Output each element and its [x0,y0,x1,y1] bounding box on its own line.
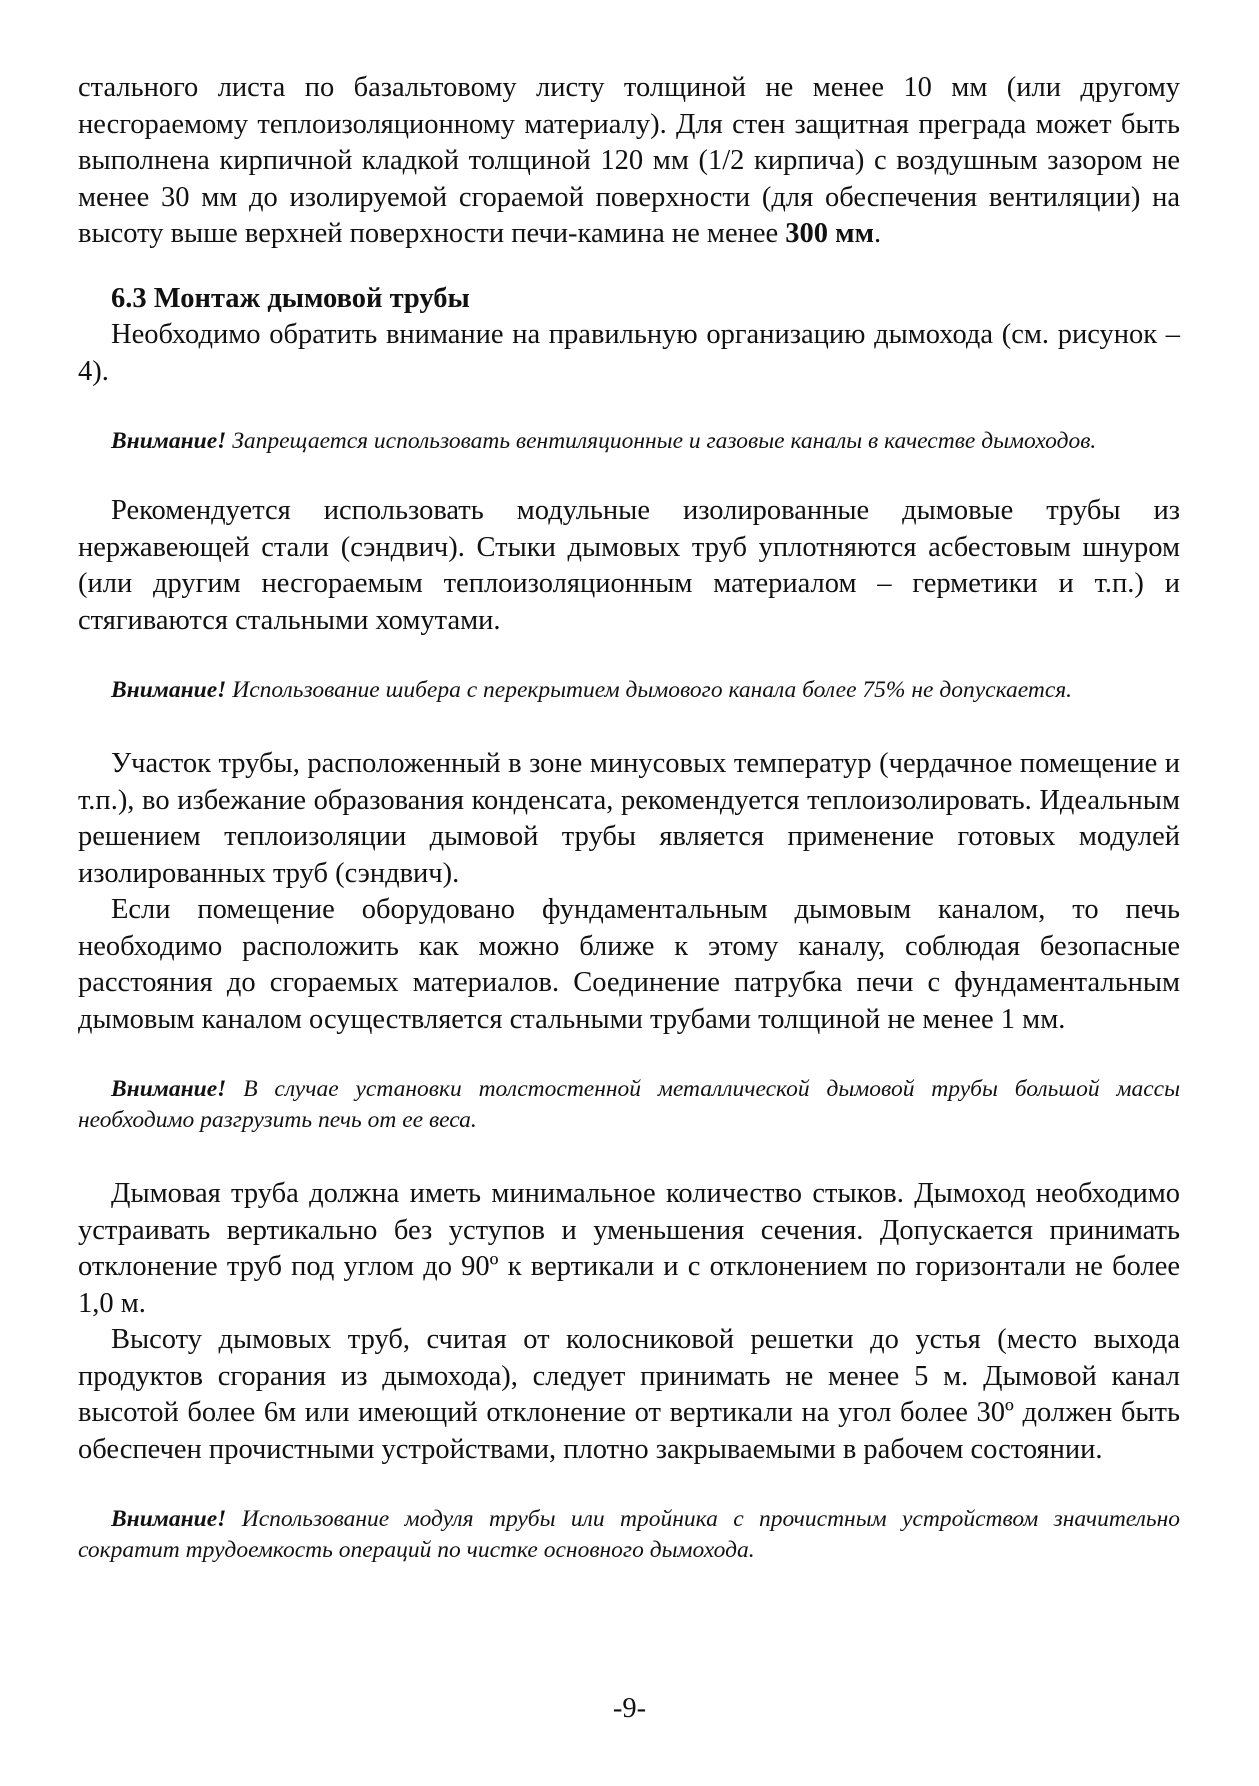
paragraph-5: Дымовая труба должна иметь минимальное количество стыков. Дымоход необходимо устраивать вертикально без уступов и уменьшения сечения. Допускается принимать отклонение труб под углом до 90º к вертикали и с отклонением по горизонтали не более 1,0 м. [78,1178,1180,1319]
warning-label: Внимание! [111,677,227,703]
section-heading: 6.3 Монтаж дымовой трубы [111,282,470,314]
warning-1: Внимание! Запрещается использовать вентиляционные и газовые каналы в качестве дымоходов. [111,428,1097,454]
page-number: -9- [612,1693,647,1724]
warning-3: Внимание! В случае установки толстостенной металлической дымовой трубы большой массы необходимо разгрузить печь от ее веса. [78,1076,1180,1133]
paragraph-intro: стального листа по базальтовому листу толщиной не менее 10 мм (или другому несгораемому теплоизоляционному материалу). Для стен защитная преграда может быть выполнена кирпичной кладкой толщиной 120 мм (1/2 кирпича) с воздушным зазором не менее 30 мм до изолируемой сгораемой поверхности (для обеспечения вентиляции) на высоту выше верхней поверхности печи-камина не менее 300 мм. [78,72,1180,249]
paragraph-6: Высоту дымовых труб, считая от колосниковой решетки до устья (место выхода продуктов сгорания из дымохода), следует принимать не менее 5 м. Дымовой канал высотой более 6м или имеющий отклонение от вертикали на угол более 30º должен быть обеспечен прочистными устройствами, плотно закрываемыми в рабочем состоянии. [78,1324,1180,1465]
warning-label: Внимание! [111,1076,227,1102]
warning-label: Внимание! [111,428,227,454]
paragraph-4: Если помещение оборудовано фундаментальным дымовым каналом, то печь необходимо расположить как можно ближе к этому каналу, соблюдая безопасные расстояния до сгораемых материалов. Соединение патрубка печи с фундаментальным дымовым каналом осуществляется стальными трубами толщиной не менее 1 мм. [78,894,1180,1035]
paragraph-2: Рекомендуется использовать модульные изолированные дымовые трубы из нержавеющей стали (сэндвич). Стыки дымовых труб уплотняются асбестовым шнуром (или другим несгораемым теплоизоляционным материалом – герметики и т.п.) и стягиваются стальными хомутами. [78,495,1180,636]
document-page [78,70,1180,1566]
warning-2: Внимание! Использование шибера с перекрытием дымового канала более 75% не допускается. [111,677,1073,703]
bold-value: 300 мм [785,218,874,249]
warning-label: Внимание! [111,1506,227,1532]
warning-4: Внимание! Использование модуля трубы или тройника с прочистным устройством значительно сократит трудоемкость операций по чистке основного дымохода. [78,1506,1180,1563]
paragraph-1: Необходимо обратить внимание на правильную организацию дымохода (см. рисунок – 4). [78,319,1180,387]
paragraph-3: Участок трубы, расположенный в зоне минусовых температур (чердачное помещение и т.п.), во избежание образования конденсата, рекомендуется теплоизолировать. Идеальным решением теплоизоляции дымовой трубы является применение готовых модулей изолированных труб (сэндвич). [78,748,1180,889]
